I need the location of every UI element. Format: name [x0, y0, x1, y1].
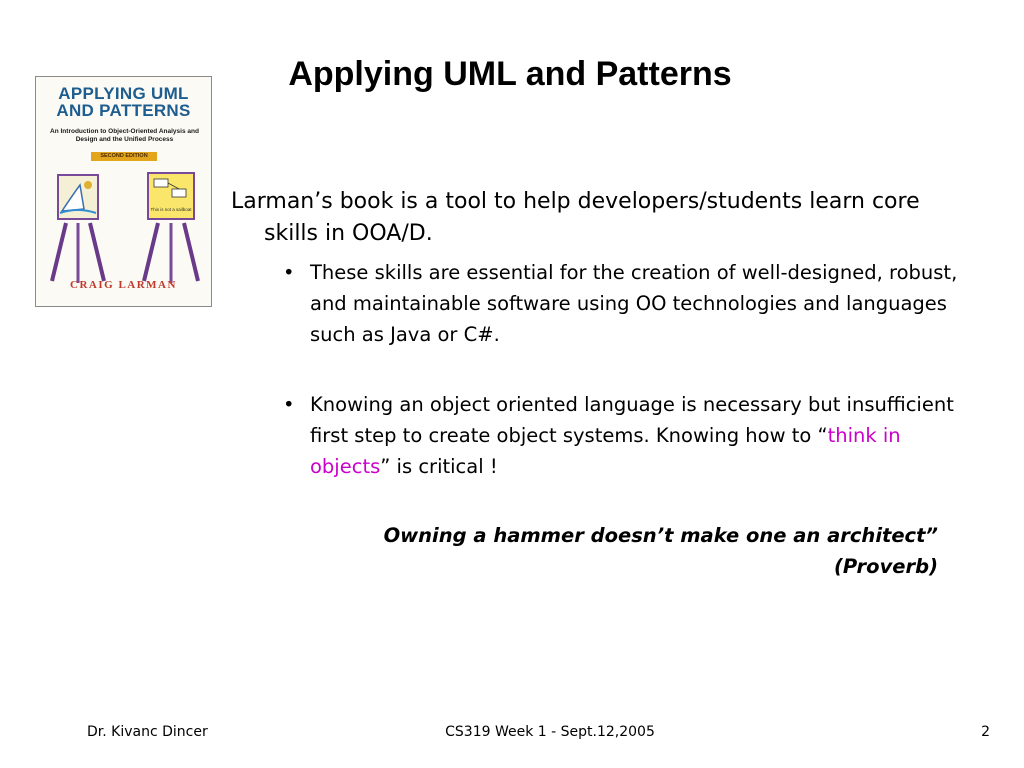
- book-cover-title: [36, 85, 211, 119]
- bullet-item: [283, 257, 963, 350]
- bullet-dot-icon: •: [283, 393, 295, 416]
- footer-course: CS319 Week 1 - Sept.12,2005: [445, 724, 655, 740]
- bullet-item: [283, 389, 963, 482]
- book-cover-subtitle: An Introduction to Object-Oriented Analysis and Design and the Unified Process: [50, 128, 199, 143]
- right-easel-icon: [144, 173, 198, 283]
- bullet-text: [310, 389, 963, 482]
- easel-caption: This is not a sailboat: [150, 207, 192, 212]
- bullet-text-after: ” is critical !: [380, 455, 498, 478]
- highlighted-phrase: think in objects: [310, 424, 901, 478]
- left-easel-icon: [52, 175, 104, 283]
- footer-author: Dr. Kivanc Dincer: [87, 724, 208, 740]
- bullet-dot-icon: •: [283, 261, 295, 284]
- book-cover-author: CRAIG LARMAN: [70, 279, 177, 291]
- book-cover-edition-badge: SECOND EDITION: [91, 152, 157, 161]
- book-cover-title-line1: APPLYING UML: [58, 84, 189, 103]
- slide-title: Applying UML and Patterns: [288, 55, 732, 93]
- footer-page-number: 2: [981, 724, 990, 740]
- book-cover-image: [35, 76, 212, 307]
- proverb-quote: [238, 520, 938, 582]
- quote-line: Owning a hammer doesn’t make one an architect”: [383, 524, 938, 547]
- quote-attribution: (Proverb): [833, 555, 938, 578]
- book-cover-title-line2: AND PATTERNS: [56, 101, 191, 120]
- bullet-text-before: Knowing an object oriented language is necessary but insufficient first step to create object systems. Knowing how to “: [310, 393, 954, 447]
- main-point: Larman’s book is a tool to help developers/students learn core skills in OOA/D.: [231, 189, 920, 246]
- bullet-text: These skills are essential for the creation of well-designed, robust, and maintainable software using OO technologies and languages such as Java or C#.: [310, 261, 958, 346]
